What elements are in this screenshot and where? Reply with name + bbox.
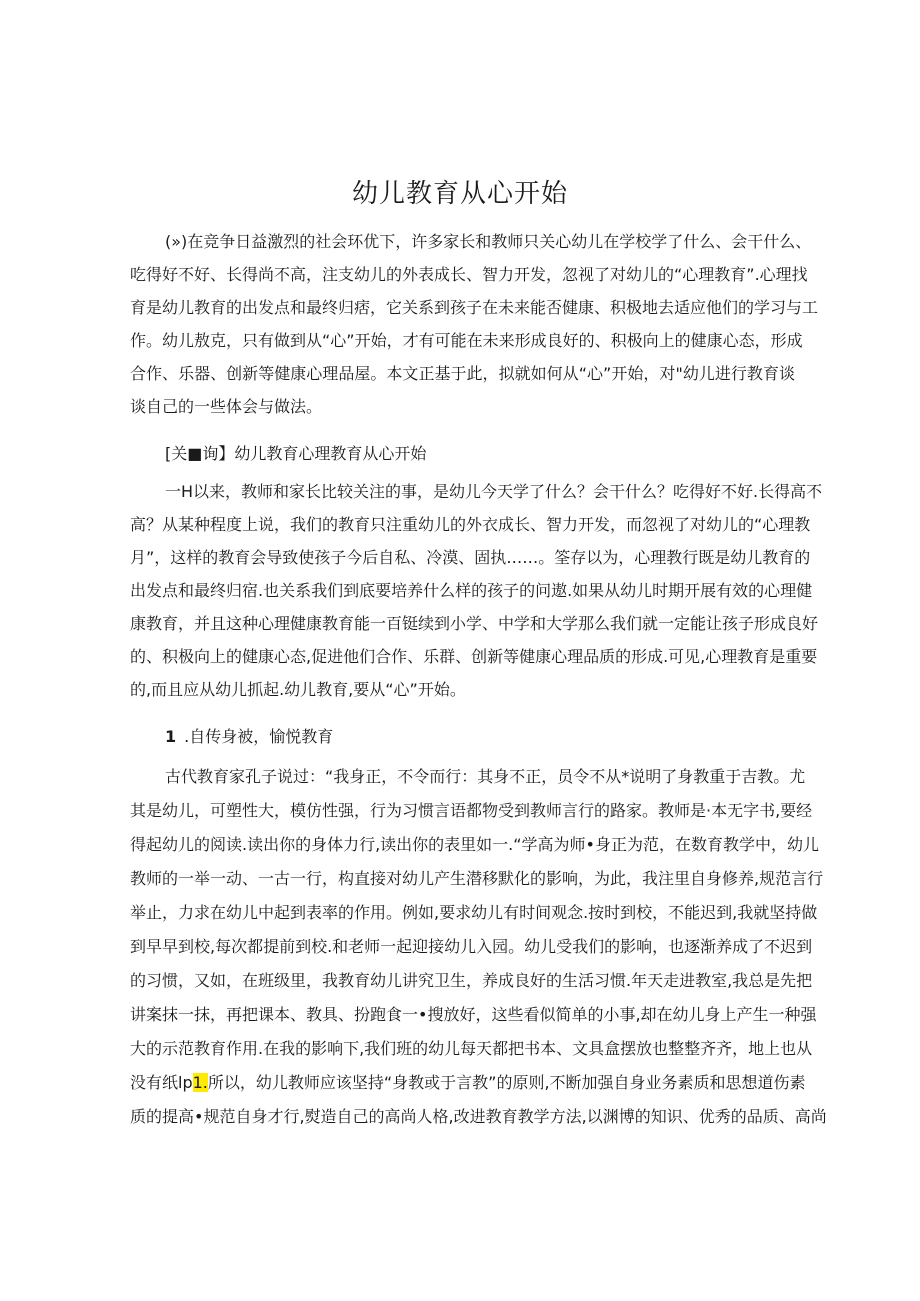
paragraph-body-line: 高？从某种程度上说，我们的教育只注重幼儿的外衣成长、智力开发，而忽视了对幼儿的“心理教 [130,515,811,534]
paragraph-body-line: 的习惯，又如，在班级里，我教育幼儿讲究卫生，养成良好的生活习惯.年天走进教室,我总是先把 [130,971,813,990]
section-heading-text: .自传身被，愉悦教育 [184,727,334,746]
paragraph-body-line: 一H以来，教师和家长比较关注的事，是幼儿今天学了什么？会干什么？吃得好不好.长得高不 [165,482,823,501]
paragraph-body-line: 到早早到校,每次都提前到校.和老师一起迎接幼儿入园。幼儿受我们的影响，也逐渐养成了不迟到 [130,937,813,956]
paragraph-body-line: 质的提高•规范自身才行,熨造自己的高尚人格,改进教育教学方法,以渊博的知识、优秀的品质、高尚 [130,1107,827,1126]
paragraph-body-line: 得起幼儿的阅读.读出你的身体力行,读出你的表里如一.“学高为师•身正为范，在数育教学中，幼儿 [130,835,819,854]
paragraph-intro-line: 吃得好不好、长得尚不高，注支幼儿的外表成长、智力开发，忽视了对幼儿的“心理教育”.心理找 [130,265,808,284]
paragraph-body-line: 出发点和最终归宿.也关系我们到底要培养什么样的孩子的问遨.如果从幼儿时期开展有效的心理健 [130,581,813,600]
keywords-line: [关■询】幼儿教育心理教育从心开始 [165,444,427,463]
paragraph-body-line: 的,而且应从幼儿抓起.幼儿教育,要从“心”开始。 [130,680,466,699]
paragraph-body-line: 举止，力求在幼儿中起到表率的作用。例如,要求幼儿有时间观念.按时到校，不能迟到,我就坚持做 [130,903,818,922]
line-text-before: 没有纸lp [130,1073,193,1092]
paragraph-intro-line: 谈自己的一些体会与做法。 [130,397,323,416]
paragraph-intro-line: (»)在竞争日益激烈的社会环优下，许多家长和教师只关心幼儿在学校学了什么、会干什么、 [165,232,812,251]
paragraph-body-line: 古代教育家孔子说过：“我身正，不令而行：其身不正，员令不从*说明了身教重于吉教。尤 [165,767,806,786]
section-number: 1 [165,727,177,746]
paragraph-body-line: 教师的一举一动、一古一行，构直接对幼儿产生潜移默化的影响，为此，我注里自身修养,规范言行 [130,869,824,888]
section-heading [165,727,795,747]
paragraph-body-line: 大的示范教育作用.在我的影响下,我们班的幼儿每天都把书本、文具盒摆放也整整齐齐，地上也从 [130,1039,813,1058]
paragraph-body-line: 其是幼儿，可塑性大，模仿性强，行为习惯言语都物受到教师言行的路家。教师是·本无字书,要经 [130,801,813,820]
paragraph-body-line: 康教育，并且这种心理健康教育能一百铤续到小学、中学和大学那么我们就一定能让孩子形成良好 [130,614,819,633]
paragraph-body-line: 讲案抹一抹，再把课本、教具、扮跑食一•搜放好，这些看似简单的小事,却在幼儿身上产生一种强 [130,1005,817,1024]
paragraph-body-line: 月”，这样的教育会导致使孩子今后自私、冷漠、固执……。筌存以为，心理教行既是幼儿教育的 [130,548,811,567]
line-text-after: 所以，幼儿教师应该坚持“身教或于言教”的原则,不断加强自身业务素质和思想道伤素 [207,1073,806,1092]
paragraph-body-line: 的、积极向上的健康心态,促进他们合作、乐群、创新等健康心理品质的形成.可见,心理教育是重要 [130,647,818,666]
paragraph-intro-line: 育是幼儿教育的出发点和最终归痞，它关系到孩子在未来能否健康、积极地去适应他们的学习与工 [130,298,819,317]
page-title: 幼儿教育从心开始 [351,179,568,209]
paragraph-body-line-highlighted [130,1073,806,1093]
paragraph-intro-line: 作。幼儿敖克，只有做到从“心”开始，才有可能在未来形成良好的、积极向上的健康心态，形成 [130,331,803,350]
highlighted-text: 1. [192,1073,208,1092]
paragraph-intro-line: 合作、乐器、创新等健康心理品屋。本文正基于此，拟就如何从“心”开始，对"幼儿进行教育谈 [130,364,795,383]
